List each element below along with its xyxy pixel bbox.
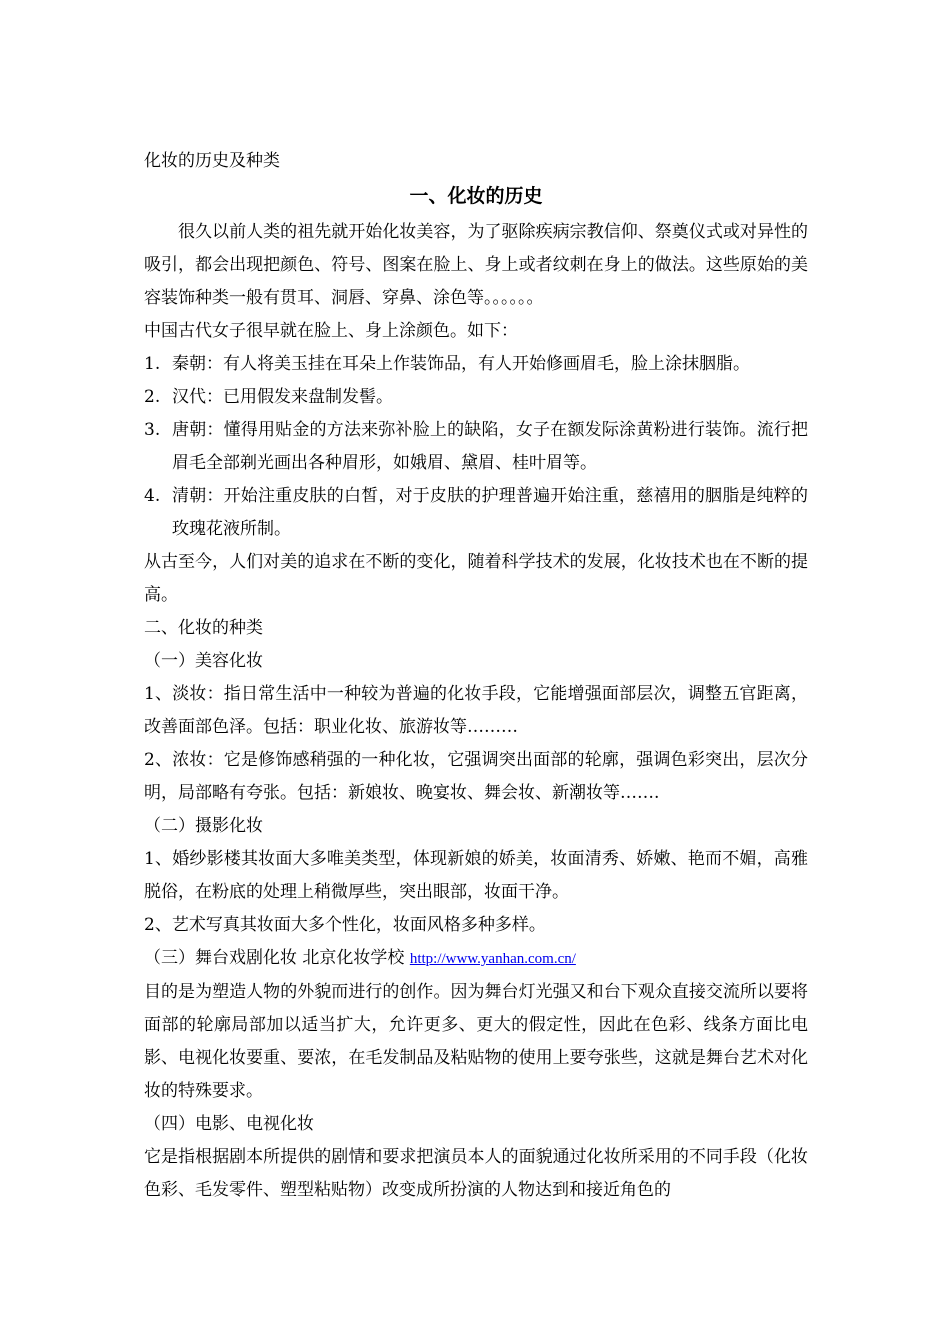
list-item-number: 1. [144, 354, 161, 374]
section-photo-wedding: 1、婚纱影楼其妆面大多唯美类型，体现新娘的娇美，妆面清秀、娇嫩、艳而不媚，高雅脱俗，在粉底的处理上稍微厚些，突出眼部，妆面干净。 [144, 849, 808, 902]
section-film-title: （四）电影、电视化妆 [144, 1114, 314, 1134]
list-item-number: 2. [144, 387, 161, 407]
school-website-link[interactable]: http://www.yanhan.com.cn/ [409, 951, 576, 967]
document-title: 化妆的历史及种类 [144, 151, 280, 171]
section-beauty-title: （一）美容化妆 [144, 651, 263, 671]
section-stage-title: （三）舞台戏剧化妆 北京化妆学校 [144, 948, 410, 968]
list-item-text: 汉代：已用假发来盘制发髻。 [172, 387, 393, 407]
list-item [144, 480, 808, 546]
document-body [144, 146, 808, 1207]
section-photo-art: 2、艺术写真其妆面大多个性化，妆面风格多种多样。 [144, 915, 546, 935]
list-item-number: 4. [144, 486, 161, 506]
section-beauty-light: 1、淡妆：指日常生活中一种较为普遍的化妆手段，它能增强面部层次，调整五官距离，改善面部色泽。包括：职业化妆、旅游妆等……… [144, 684, 808, 737]
ancient-intro-paragraph: 中国古代女子很早就在脸上、身上涂颜色。如下： [144, 321, 518, 341]
list-item-text: 唐朝：懂得用贴金的方法来弥补脸上的缺陷，女子在额发际涂黄粉进行装饰。流行把眉毛全部剃光画出各种眉形，如娥眉、黛眉、桂叶眉等。 [172, 420, 808, 473]
history-summary-paragraph: 从古至今，人们对美的追求在不断的变化，随着科学技术的发展，化妆技术也在不断的提高。 [144, 552, 808, 605]
intro-paragraph: 很久以前人类的祖先就开始化妆美容，为了驱除疾病宗教信仰、祭奠仪式或对异性的吸引，都会出现把颜色、符号、图案在脸上、身上或者纹刺在身上的做法。这些原始的美容装饰种类一般有贯耳、洞唇、穿鼻、涂色等。。。。。。 [144, 222, 808, 308]
list-item-number: 3. [144, 420, 161, 440]
heading-types: 二、化妆的种类 [144, 618, 263, 638]
section-beauty-heavy: 2、浓妆：它是修饰感稍强的一种化妆，它强调突出面部的轮廓，强调色彩突出，层次分明，局部略有夸张。包括：新娘妆、晚宴妆、舞会妆、新潮妆等……. [144, 750, 808, 803]
list-item-text: 清朝：开始注重皮肤的白皙，对于皮肤的护理普遍开始注重，慈禧用的胭脂是纯粹的玫瑰花液所制。 [172, 486, 808, 539]
section-photo-title: （二）摄影化妆 [144, 816, 263, 836]
list-item [144, 348, 808, 381]
list-item [144, 381, 808, 414]
section-stage-title-line [144, 942, 808, 976]
list-item [144, 414, 808, 480]
section-stage-paragraph: 目的是为塑造人物的外貌而进行的创作。因为舞台灯光强又和台下观众直接交流所以要将面部的轮廓局部加以适当扩大，允许更多、更大的假定性，因此在色彩、线条方面比电影、电视化妆要重、要浓，在毛发制品及粘贴物的使用上要夸张些，这就是舞台艺术对化妆的特殊要求。 [144, 982, 808, 1101]
heading-history: 一、化妆的历史 [409, 185, 543, 207]
list-item-text: 秦朝：有人将美玉挂在耳朵上作装饰品，有人开始修画眉毛，脸上涂抹胭脂。 [172, 354, 750, 374]
section-film-paragraph: 它是指根据剧本所提供的剧情和要求把演员本人的面貌通过化妆所采用的不同手段（化妆色彩、毛发零件、塑型粘贴物）改变成所扮演的人物达到和接近角色的 [144, 1147, 808, 1200]
history-list [144, 348, 808, 546]
